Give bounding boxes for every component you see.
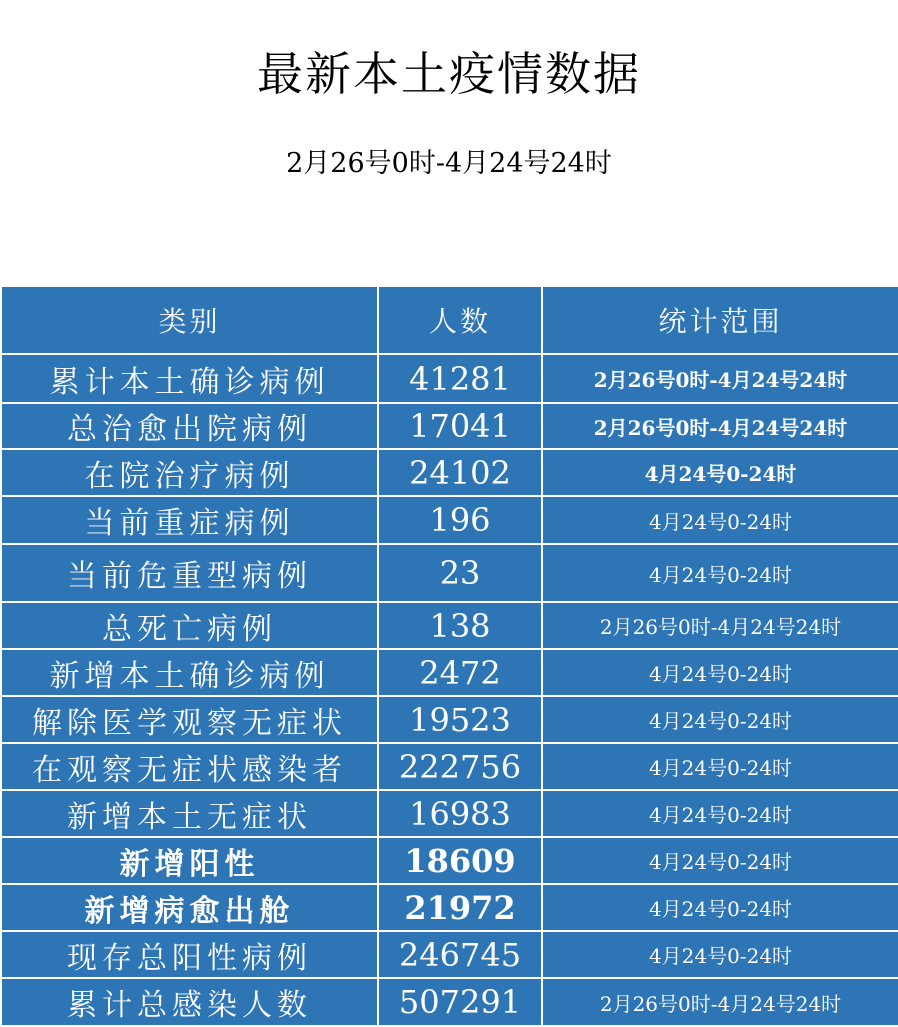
header-category: 类别	[1, 286, 378, 354]
row-category: 新增阳性	[1, 837, 378, 884]
row-count: 19523	[378, 696, 542, 743]
table-header-row	[1, 286, 898, 354]
row-category: 累计本土确诊病例	[1, 354, 378, 403]
row-category: 总死亡病例	[1, 602, 378, 649]
table-row	[1, 884, 898, 931]
row-range: 4月24号0-24时	[542, 790, 898, 837]
row-count: 196	[378, 496, 542, 544]
row-range: 4月24号0-24时	[542, 696, 898, 743]
row-range: 4月24号0-24时	[542, 743, 898, 790]
row-count: 41281	[378, 354, 542, 403]
row-category: 新增病愈出舱	[1, 884, 378, 931]
row-range: 4月24号0-24时	[542, 649, 898, 696]
epidemic-data-table	[0, 285, 898, 1027]
page-title: 最新本土疫情数据	[257, 47, 641, 101]
row-count: 17041	[378, 403, 542, 449]
row-count: 222756	[378, 743, 542, 790]
row-category: 现存总阳性病例	[1, 931, 378, 978]
page-subtitle: 2月26号0时-4月24号24时	[286, 148, 612, 179]
table-row	[1, 931, 898, 978]
row-category: 新增本土无症状	[1, 790, 378, 837]
row-range: 4月24号0-24时	[542, 884, 898, 931]
row-count: 16983	[378, 790, 542, 837]
row-category: 累计总感染人数	[1, 978, 378, 1026]
row-category: 总治愈出院病例	[1, 403, 378, 449]
table-row	[1, 790, 898, 837]
row-count: 246745	[378, 931, 542, 978]
row-range: 4月24号0-24时	[542, 496, 898, 544]
row-count: 138	[378, 602, 542, 649]
row-range: 2月26号0时-4月24号24时	[542, 602, 898, 649]
header-range: 统计范围	[542, 286, 898, 354]
table-row	[1, 496, 898, 544]
row-range: 2月26号0时-4月24号24时	[542, 403, 898, 449]
table-row	[1, 978, 898, 1026]
row-category: 在观察无症状感染者	[1, 743, 378, 790]
row-range: 4月24号0-24时	[542, 449, 898, 496]
row-range: 4月24号0-24时	[542, 837, 898, 884]
row-count: 2472	[378, 649, 542, 696]
row-category: 当前重症病例	[1, 496, 378, 544]
table-row	[1, 837, 898, 884]
table-row	[1, 544, 898, 602]
row-count: 18609	[378, 837, 542, 884]
table-row	[1, 696, 898, 743]
table-row	[1, 403, 898, 449]
table-row	[1, 449, 898, 496]
row-category: 在院治疗病例	[1, 449, 378, 496]
table-row	[1, 602, 898, 649]
row-count: 21972	[378, 884, 542, 931]
row-range: 2月26号0时-4月24号24时	[542, 354, 898, 403]
row-range: 2月26号0时-4月24号24时	[542, 978, 898, 1026]
row-range: 4月24号0-24时	[542, 544, 898, 602]
row-count: 23	[378, 544, 542, 602]
header-count: 人数	[378, 286, 542, 354]
row-category: 当前危重型病例	[1, 544, 378, 602]
row-category: 解除医学观察无症状	[1, 696, 378, 743]
table-row	[1, 354, 898, 403]
row-count: 507291	[378, 978, 542, 1026]
table-row	[1, 649, 898, 696]
row-count: 24102	[378, 449, 542, 496]
row-category: 新增本土确诊病例	[1, 649, 378, 696]
table-row	[1, 743, 898, 790]
row-range: 4月24号0-24时	[542, 931, 898, 978]
